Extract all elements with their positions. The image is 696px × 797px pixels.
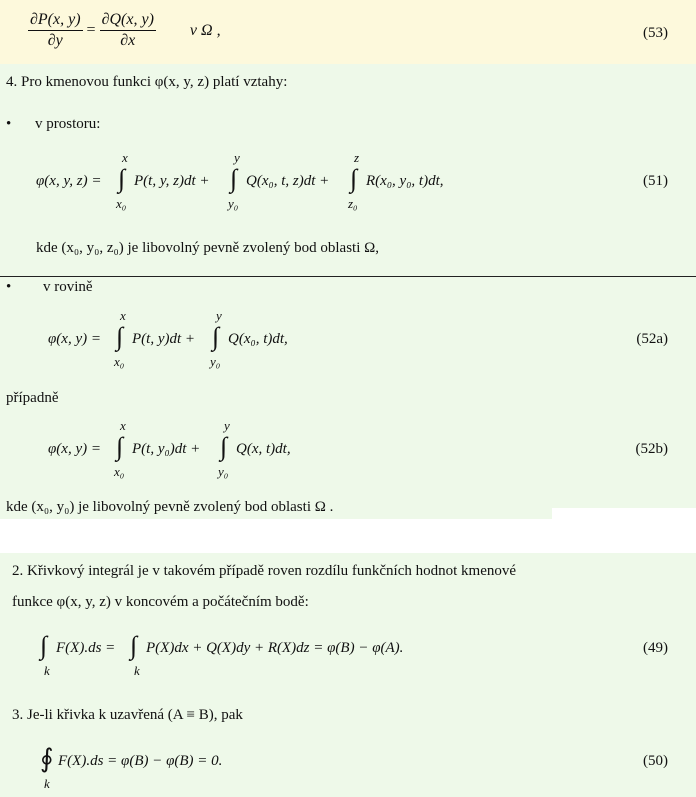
contour-integral-lower: k xyxy=(44,776,50,791)
integral-k: ∫ k xyxy=(40,631,50,678)
fraction-right-numerator: ∂Q(x, y) xyxy=(100,12,156,31)
eq50-expression: F(X).ds = φ(B) − φ(B) = 0. xyxy=(58,753,223,769)
fraction-right xyxy=(100,12,156,49)
eq49-lhs xyxy=(56,641,115,656)
fraction-left-denominator: ∂y xyxy=(47,32,63,49)
or-label: případně xyxy=(6,390,59,406)
eq52a-lhs: φ(x, y) = xyxy=(48,331,101,347)
bullet-plane-label: v rovině xyxy=(43,279,93,295)
bullet-dot: • xyxy=(6,116,12,132)
equation-53 xyxy=(28,12,221,49)
integral-1-upper: x xyxy=(122,150,128,165)
fraction-right-denominator: ∂x xyxy=(120,32,136,49)
integral-1-lower: x₀ xyxy=(114,354,125,369)
equation-50-number: (50) xyxy=(643,753,668,769)
equation-53-number: (53) xyxy=(643,25,668,41)
bullet-space xyxy=(6,117,100,132)
fraction-left-numerator: ∂P(x, y) xyxy=(28,12,83,31)
integral-2: ∫ y y₀ xyxy=(210,308,222,369)
eq51-term-2: Q(x₀, t, z)dt + xyxy=(246,173,330,189)
eq49-rhs: P(X)dx + Q(X)dy + R(X)dz = φ(B) − φ(A). xyxy=(146,640,404,656)
contour-integral: ∮ k xyxy=(40,744,54,791)
section-2-line-2: funkce φ(x, y, z) v koncovém a počátečním bodě: xyxy=(12,594,309,610)
equation-51-number: (51) xyxy=(643,173,668,189)
integral-3-upper: z xyxy=(354,150,360,165)
eq49-lhs-text: F(X).ds = xyxy=(56,640,116,656)
integral-1-upper: x xyxy=(120,308,126,323)
equation-52a-number: (52a) xyxy=(636,331,668,347)
integral-2-upper: y xyxy=(224,418,230,433)
equation-53-domain: v Ω , xyxy=(189,21,221,39)
white-gap xyxy=(552,508,696,538)
integral-1: ∫ x x₀ xyxy=(116,150,128,211)
section-4-heading: 4. Pro kmenovou funkci φ(x, y, z) platí vztahy: xyxy=(6,74,288,90)
fraction-left xyxy=(28,12,83,49)
integral-2-lower: y₀ xyxy=(218,464,229,479)
equation-49-number: (49) xyxy=(643,640,668,656)
eq52b-term-1: P(t, y₀)dt + xyxy=(132,441,201,457)
integral-k-lower: k xyxy=(44,663,50,678)
integral-2: ∫ y y₀ xyxy=(218,418,230,479)
where-space-note: kde (x₀, y₀, z₀) je libovolný pevně zvolený bod oblasti Ω, xyxy=(36,240,380,256)
eq52a-term-1: P(t, y)dt + xyxy=(132,331,196,347)
bullet-space-label: v prostoru: xyxy=(35,116,101,132)
eq52b-term-2: Q(x, t)dt, xyxy=(236,441,291,457)
integral-3: ∫ z z₀ xyxy=(348,150,360,211)
eq52b-lhs: φ(x, y) = xyxy=(48,441,101,457)
eq51-term-1: P(t, y, z)dt + xyxy=(134,173,210,189)
integral-2-upper: y xyxy=(216,308,222,323)
eq51-lhs: φ(x, y, z) = xyxy=(36,173,102,189)
section-2-line-1: 2. Křivkový integrál je v takovém případě roven rozdílu funkčních hodnot kmenové xyxy=(12,563,517,579)
integral-1-upper: x xyxy=(120,418,126,433)
eq52a-term-2: Q(x₀, t)dt, xyxy=(228,331,288,347)
integral-k: ∫ k xyxy=(130,631,140,678)
plane-panel xyxy=(0,276,696,519)
divider-line xyxy=(0,276,696,277)
equation-52b-number: (52b) xyxy=(635,441,668,457)
integral-1: ∫ x x₀ xyxy=(114,308,126,369)
where-plane-note: kde (x₀, y₀) je libovolný pevně zvolený bod oblasti Ω . xyxy=(6,499,334,515)
integral-2: ∫ y y₀ xyxy=(228,150,240,211)
integral-3-lower: z₀ xyxy=(348,196,358,211)
bullet-dot: • xyxy=(6,279,12,295)
eq51-term-3: R(x₀, y₀, t)dt, xyxy=(366,173,444,189)
integral-1-lower: x₀ xyxy=(114,464,125,479)
equals-sign: = xyxy=(86,21,96,39)
section-3-line: 3. Je-li křivka k uzavřená (A ≡ B), pak xyxy=(12,707,243,723)
integral-k-lower: k xyxy=(134,663,140,678)
integral-2-upper: y xyxy=(234,150,240,165)
integral-2-lower: y₀ xyxy=(210,354,221,369)
bullet-plane xyxy=(6,280,93,295)
integral-1-lower: x₀ xyxy=(116,196,127,211)
integral-2-lower: y₀ xyxy=(228,196,239,211)
integral-1: ∫ x x₀ xyxy=(114,418,126,479)
